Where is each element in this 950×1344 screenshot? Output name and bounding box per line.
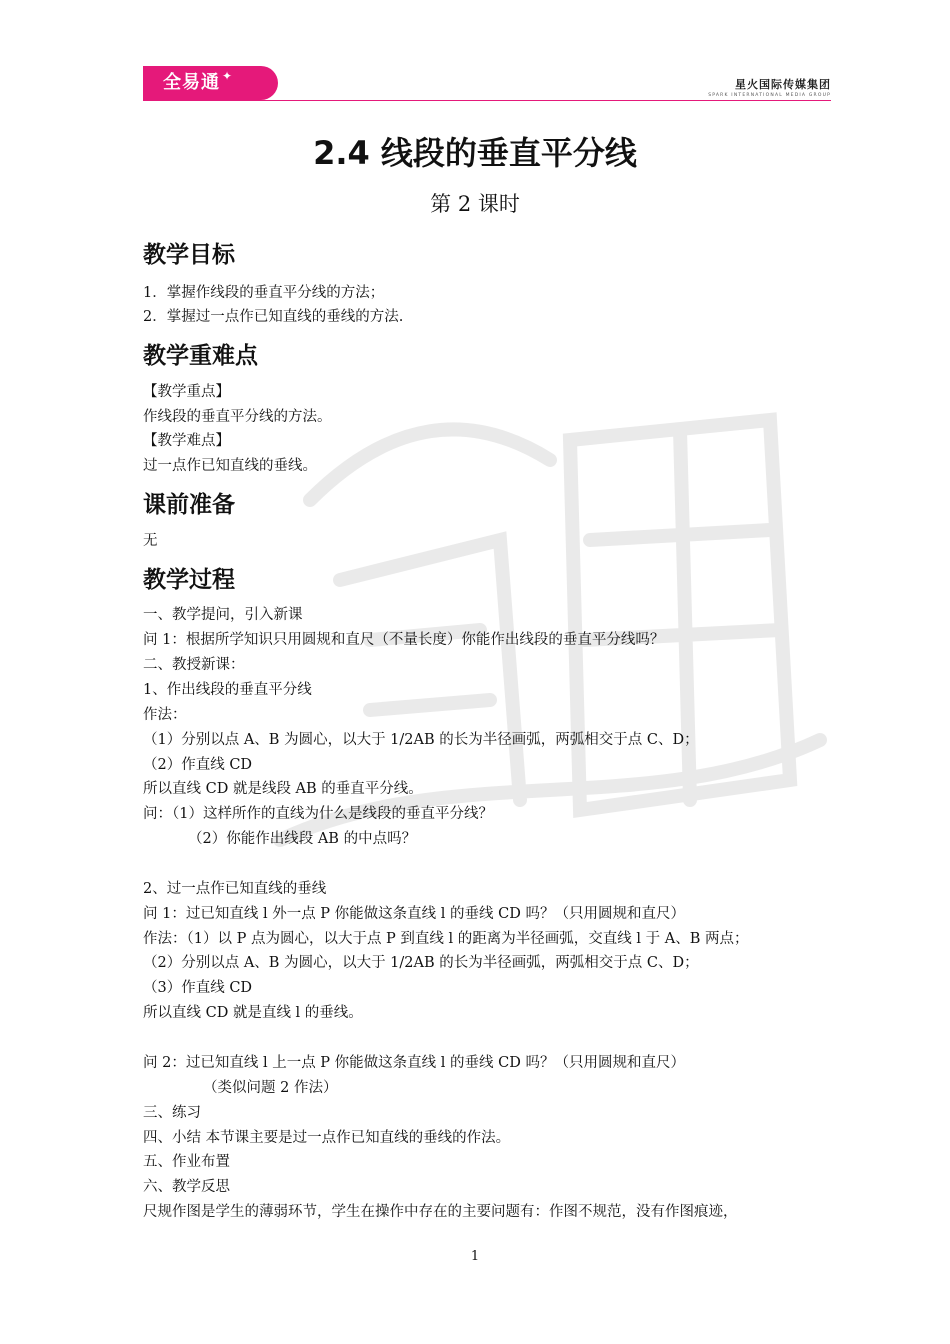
document-title: 2.4 线段的垂直平分线 — [313, 134, 637, 172]
difficulty-label: 【教学难点】 — [143, 433, 230, 449]
process-line: 1、作出线段的垂直平分线 — [143, 682, 312, 698]
header-divider — [143, 100, 831, 101]
process-line: （类似问题 2 作法） — [203, 1080, 338, 1096]
process-line: 一、教学提问，引入新课 — [143, 607, 303, 623]
focus-text: 作线段的垂直平分线的方法。 — [143, 409, 332, 425]
process-line: 六、教学反思 — [143, 1179, 230, 1195]
process-line: 2、过一点作已知直线的垂线 — [143, 881, 327, 897]
publisher-brand — [708, 76, 831, 98]
logo-text: 全易通 — [163, 72, 220, 93]
process-line: 作法： — [143, 707, 187, 723]
brand-logo — [143, 66, 278, 100]
publisher-name-en: SPARK INTERNATIONAL MEDIA GROUP — [708, 93, 831, 98]
goal-item: 1．掌握作线段的垂直平分线的方法； — [143, 285, 385, 301]
section-heading-key-points: 教学重难点 — [143, 343, 258, 369]
process-line: 尺规作图是学生的薄弱环节，学生在操作中存在的主要问题有：作图不规范，没有作图痕迹， — [143, 1204, 738, 1220]
process-line: 问：（1）这样所作的直线为什么是线段的垂直平分线？ — [143, 806, 493, 822]
process-line: 作法：（1）以 P 点为圆心，以大于点 P 到直线 l 的距离为半径画弧，交直线 l 于 A、B 两点； — [143, 931, 749, 947]
process-line: （3）作直线 CD — [143, 980, 253, 996]
process-line: （2）你能作出线段 AB 的中点吗？ — [188, 831, 417, 847]
goal-item: 2．掌握过一点作已知直线的垂线的方法. — [143, 309, 404, 325]
focus-label: 【教学重点】 — [143, 384, 230, 400]
section-heading-process: 教学过程 — [143, 567, 235, 593]
process-line: 问 1：根据所学知识只用圆规和直尺（不量长度）你能作出线段的垂直平分线吗？ — [143, 632, 665, 648]
document-subtitle: 第 2 课时 — [430, 192, 520, 216]
process-line: 所以直线 CD 就是线段 AB 的垂直平分线。 — [143, 781, 423, 797]
section-heading-prep: 课前准备 — [143, 492, 235, 518]
process-line: 二、教授新课： — [143, 657, 245, 673]
process-line: 问 2：过已知直线 l 上一点 P 你能做这条直线 l 的垂线 CD 吗？（只用圆规和直尺） — [143, 1055, 685, 1071]
prep-text: 无 — [143, 533, 158, 549]
sparkle-icon: ✦ — [222, 69, 234, 83]
process-line: 四、小结 本节课主要是过一点作已知直线的垂线的作法。 — [143, 1130, 511, 1146]
process-line: （2）分别以点 A、B 为圆心，以大于 1/2AB 的长为半径画弧，两弧相交于点 C、D； — [143, 955, 699, 971]
process-line: （1）分别以点 A、B 为圆心，以大于 1/2AB 的长为半径画弧，两弧相交于点 C、D； — [143, 732, 699, 748]
process-line: 五、作业布置 — [143, 1154, 230, 1170]
publisher-name-cn: 星火国际传媒集团 — [735, 78, 831, 91]
process-line: 问 1：过已知直线 l 外一点 P 你能做这条直线 l 的垂线 CD 吗？（只用圆规和直尺） — [143, 906, 685, 922]
process-line: （2）作直线 CD — [143, 757, 253, 773]
process-line: 所以直线 CD 就是直线 l 的垂线。 — [143, 1005, 363, 1021]
difficulty-text: 过一点作已知直线的垂线。 — [143, 458, 317, 474]
process-line: 三、练习 — [143, 1105, 201, 1121]
page-number: 1 — [470, 1249, 480, 1264]
section-heading-goals: 教学目标 — [143, 242, 235, 268]
